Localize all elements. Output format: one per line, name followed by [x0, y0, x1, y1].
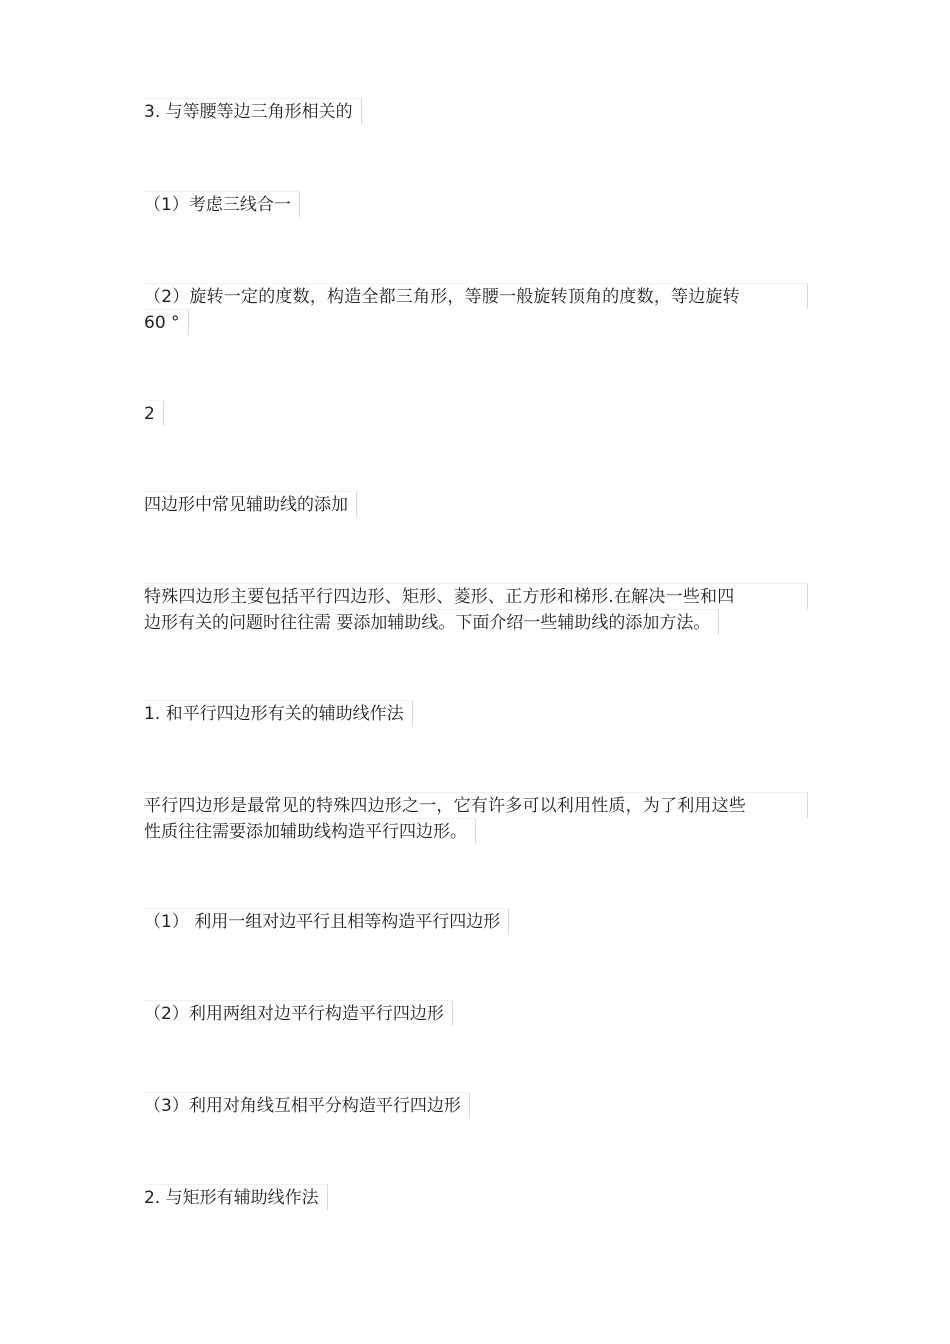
section-title-quadrilateral-auxiliary-lines: 四边形中常见辅助线的添加	[144, 491, 357, 517]
intro-paragraph-line-1: 特殊四边形主要包括平行四边形、矩形、菱形、正方形和梯形.在解决一些和四	[144, 583, 808, 609]
item-two-pairs-parallel: （2）利用两组对边平行构造平行四边形	[144, 1000, 453, 1026]
intro-paragraph-line-2: 边形有关的问题时往往需 要添加辅助线。下面介绍一些辅助线的添加方法。	[144, 609, 719, 635]
heading-rectangle-auxiliary-lines: 2. 与矩形有辅助线作法	[144, 1184, 328, 1210]
parallelogram-paragraph-line-2: 性质往往需要添加辅助线构造平行四边形。	[144, 818, 476, 844]
item-diagonals-bisect: （3）利用对角线互相平分构造平行四边形	[144, 1092, 470, 1118]
parallelogram-paragraph-line-1: 平行四边形是最常见的特殊四边形之一，它有许多可以利用性质，为了利用这些	[144, 792, 808, 818]
item-one-pair-parallel-equal: （1） 利用一组对边平行且相等构造平行四边形	[144, 908, 509, 934]
item-rotation-line-2: 60 °	[144, 309, 189, 335]
heading-parallelogram-auxiliary-lines: 1. 和平行四边形有关的辅助线作法	[144, 700, 413, 726]
item-rotation-line-1: （2）旋转一定的度数，构造全都三角形，等腰一般旋转顶角的度数，等边旋转	[144, 283, 808, 309]
heading-isosceles-equilateral-triangle: 3. 与等腰等边三角形相关的	[144, 98, 362, 124]
item-three-lines-in-one: （1）考虑三线合一	[144, 191, 300, 217]
section-number: 2	[144, 400, 164, 426]
